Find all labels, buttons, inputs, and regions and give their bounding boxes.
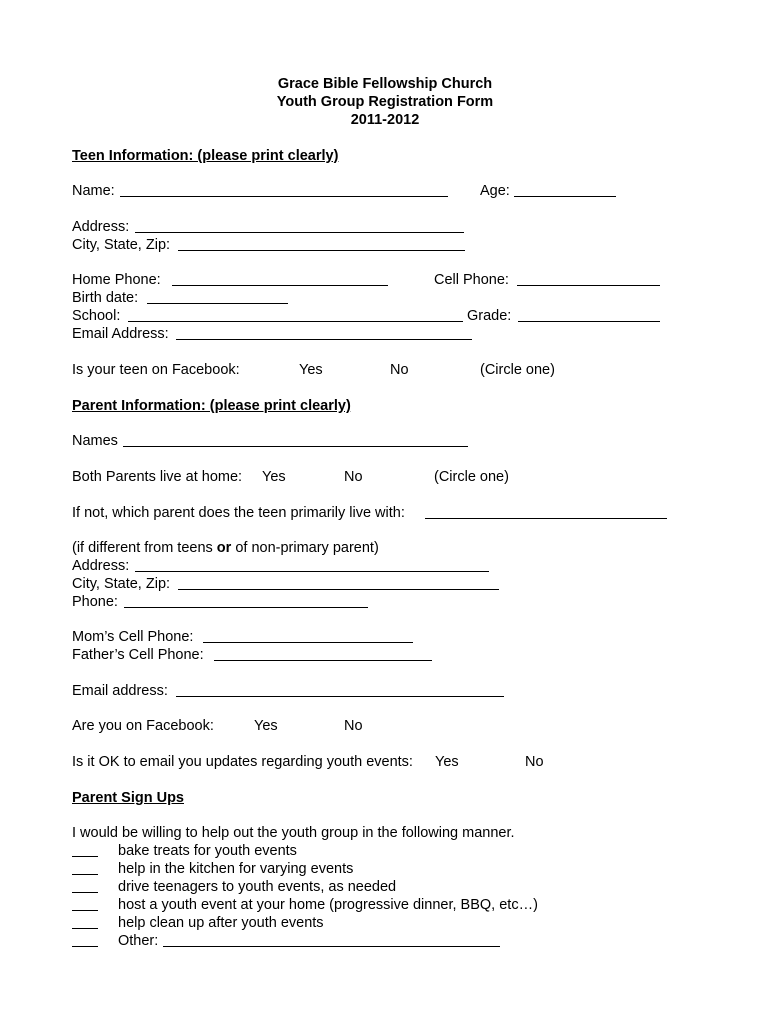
primary-parent-field[interactable] xyxy=(425,518,667,519)
both-parents-circle-note: (Circle one) xyxy=(434,469,509,485)
moms-cell-field[interactable] xyxy=(203,642,413,643)
signup-checkbox-other[interactable] xyxy=(72,946,98,947)
parent-email-field[interactable] xyxy=(176,696,504,697)
non-primary-note-post: of non-primary parent) xyxy=(231,540,379,556)
signup-other-field[interactable] xyxy=(163,946,500,947)
parent-address-field[interactable] xyxy=(135,571,489,572)
parent-city-field[interactable] xyxy=(178,589,499,590)
fathers-cell-field[interactable] xyxy=(214,660,432,661)
non-primary-note xyxy=(72,539,379,557)
email-ok-yes[interactable]: Yes xyxy=(435,754,459,770)
signup-checkbox-cleanup[interactable] xyxy=(72,928,98,929)
parent-names-field[interactable] xyxy=(123,446,468,447)
signup-option-host: host a youth event at your home (progressive dinner, BBQ, etc…) xyxy=(118,897,538,913)
signup-checkbox-drive[interactable] xyxy=(72,892,98,893)
signup-checkbox-host[interactable] xyxy=(72,910,98,911)
teen-grade-label: Grade: xyxy=(467,308,512,324)
teen-city-field[interactable] xyxy=(178,250,465,251)
both-parents-no[interactable]: No xyxy=(344,469,363,485)
teen-cell-phone-field[interactable] xyxy=(517,285,660,286)
signup-checkbox-bake[interactable] xyxy=(72,856,98,857)
teen-facebook-circle-note: (Circle one) xyxy=(480,362,555,378)
teen-facebook-question: Is your teen on Facebook: xyxy=(72,362,240,378)
teen-address-field[interactable] xyxy=(135,232,464,233)
parent-facebook-no[interactable]: No xyxy=(344,718,363,734)
teen-facebook-yes[interactable]: Yes xyxy=(299,362,323,378)
primary-parent-question: If not, which parent does the teen primarily live with: xyxy=(72,505,405,521)
signup-checkbox-kitchen[interactable] xyxy=(72,874,98,875)
signup-option-other: Other: xyxy=(118,933,159,949)
teen-info-heading: Teen Information: (please print clearly) xyxy=(72,148,339,164)
teen-birth-date-field[interactable] xyxy=(147,303,288,304)
non-primary-note-pre: (if different from teens xyxy=(72,540,217,556)
both-parents-yes[interactable]: Yes xyxy=(262,469,286,485)
both-parents-question: Both Parents live at home: xyxy=(72,469,243,485)
moms-cell-label: Mom’s Cell Phone: xyxy=(72,629,194,645)
parent-phone-label: Phone: xyxy=(72,594,118,610)
form-title: Youth Group Registration Form xyxy=(276,94,494,110)
non-primary-note-or: or xyxy=(216,540,232,556)
teen-grade-field[interactable] xyxy=(518,321,660,322)
teen-cell-phone-label: Cell Phone: xyxy=(434,272,509,288)
teen-name-label: Name: xyxy=(72,183,115,199)
email-ok-question: Is it OK to email you updates regarding youth events: xyxy=(72,754,413,770)
signup-option-kitchen: help in the kitchen for varying events xyxy=(118,861,354,877)
parent-facebook-question: Are you on Facebook: xyxy=(72,718,214,734)
parent-names-label: Names xyxy=(72,433,118,449)
parent-city-label: City, State, Zip: xyxy=(72,576,171,592)
teen-home-phone-label: Home Phone: xyxy=(72,272,161,288)
signup-option-bake: bake treats for youth events xyxy=(118,843,297,859)
teen-age-field[interactable] xyxy=(514,196,616,197)
teen-age-label: Age: xyxy=(480,183,510,199)
signups-heading: Parent Sign Ups xyxy=(72,790,184,806)
church-name: Grace Bible Fellowship Church xyxy=(277,76,493,92)
teen-home-phone-field[interactable] xyxy=(172,285,388,286)
teen-email-label: Email Address: xyxy=(72,326,169,342)
signup-option-drive: drive teenagers to youth events, as needed xyxy=(118,879,397,895)
teen-birth-date-label: Birth date: xyxy=(72,290,139,306)
teen-facebook-no[interactable]: No xyxy=(390,362,409,378)
form-year: 2011-2012 xyxy=(350,112,420,128)
teen-address-label: Address: xyxy=(72,219,130,235)
parent-email-label: Email address: xyxy=(72,683,168,699)
parent-phone-field[interactable] xyxy=(124,607,368,608)
teen-city-label: City, State, Zip: xyxy=(72,237,171,253)
teen-email-field[interactable] xyxy=(176,339,472,340)
signups-intro: I would be willing to help out the youth group in the following manner. xyxy=(72,825,515,841)
fathers-cell-label: Father’s Cell Phone: xyxy=(72,647,204,663)
signup-option-cleanup: help clean up after youth events xyxy=(118,915,324,931)
teen-school-field[interactable] xyxy=(128,321,463,322)
parent-address-label: Address: xyxy=(72,558,130,574)
email-ok-no[interactable]: No xyxy=(525,754,544,770)
parent-facebook-yes[interactable]: Yes xyxy=(254,718,278,734)
parent-info-heading: Parent Information: (please print clearly) xyxy=(72,398,351,414)
teen-name-field[interactable] xyxy=(120,196,448,197)
teen-school-label: School: xyxy=(72,308,121,324)
